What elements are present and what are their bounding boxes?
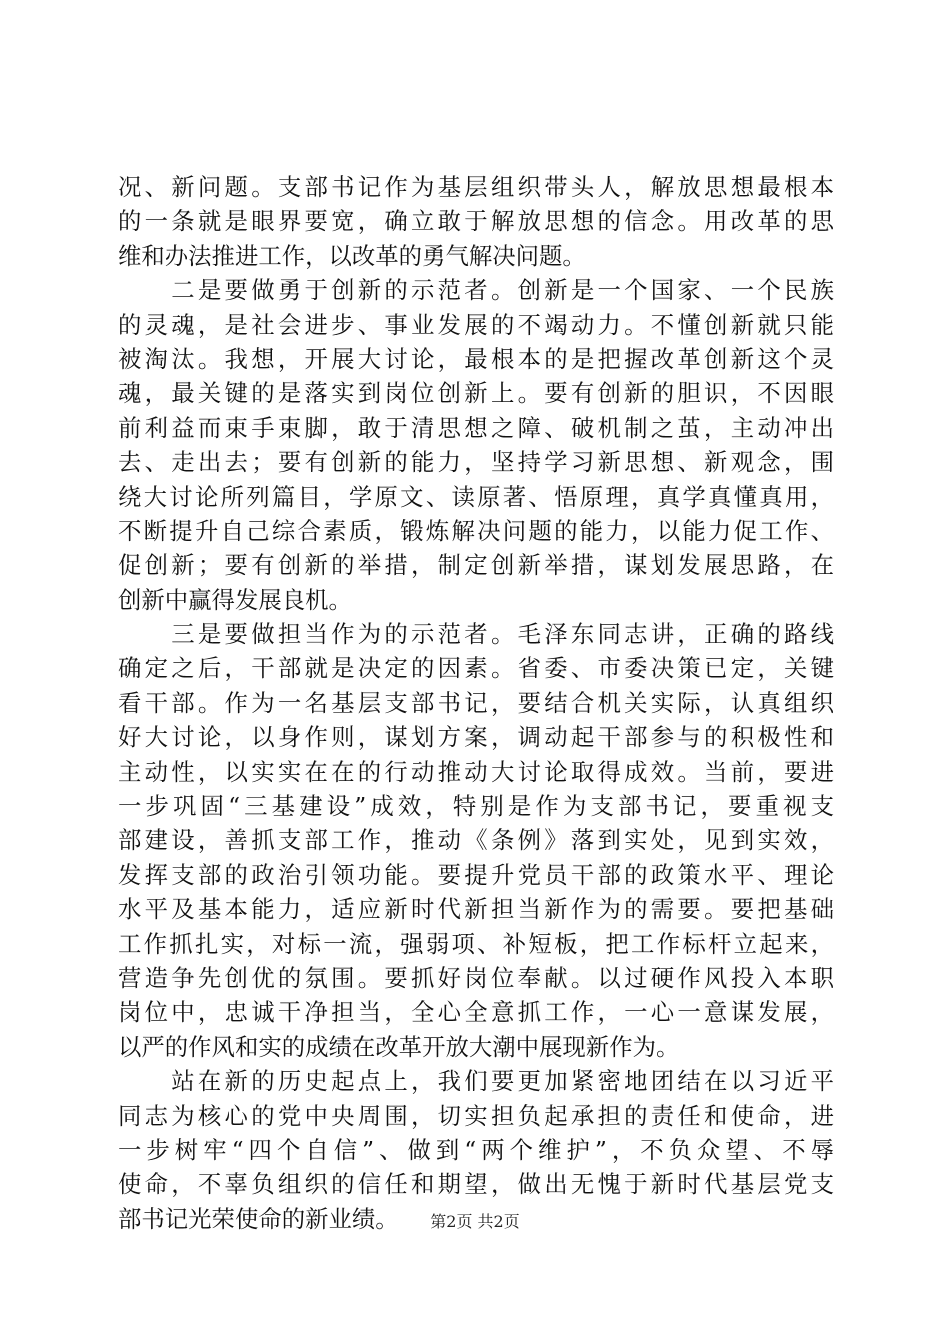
text-line: 的灵魂，是社会进步、事业发展的不竭动力。不懂创新就只能 bbox=[118, 310, 834, 339]
text-line: 二是要做勇于创新的示范者。创新是一个国家、一个民族 bbox=[118, 276, 834, 305]
text-line: 确定之后，干部就是决定的因素。省委、市委决策已定，关键 bbox=[118, 654, 834, 683]
text-line: 看干部。作为一名基层支部书记，要结合机关实际，认真组织 bbox=[118, 688, 834, 717]
text-line: 不断提升自己综合素质，锻炼解决问题的能力，以能力促工作、 bbox=[118, 516, 834, 545]
text-line: 营造争先创优的氛围。要抓好岗位奉献。以过硬作风投入本职 bbox=[118, 963, 834, 992]
text-line: 发挥支部的政治引领功能。要提升党员干部的政策水平、理论 bbox=[118, 860, 834, 889]
text-line: 使命，不辜负组织的信任和期望，做出无愧于新时代基层党支 bbox=[118, 1170, 834, 1199]
text-line: 三是要做担当作为的示范者。毛泽东同志讲，正确的路线 bbox=[118, 620, 834, 649]
text-line: 绕大讨论所列篇目，学原文、读原著、悟原理，真学真懂真用， bbox=[118, 482, 834, 511]
text-line: 一步巩固“三基建设”成效，特别是作为支部书记，要重视支 bbox=[118, 792, 834, 821]
text-line: 工作抓扎实，对标一流，强弱项、补短板，把工作标杆立起来， bbox=[118, 929, 834, 958]
text-line: 的一条就是眼界要宽，确立敢于解放思想的信念。用改革的思 bbox=[118, 207, 834, 236]
text-line: 一步树牢“四个自信”、做到“两个维护”，不负众望、不辱 bbox=[118, 1135, 834, 1164]
text-line: 主动性，以实实在在的行动推动大讨论取得成效。当前，要进 bbox=[118, 757, 834, 786]
text-line: 维和办法推进工作，以改革的勇气解决问题。 bbox=[118, 241, 586, 270]
text-line: 同志为核心的党中央周围，切实担负起承担的责任和使命，进 bbox=[118, 1101, 834, 1130]
document-body bbox=[118, 170, 834, 1236]
text-line: 部书记光荣使命的新业绩。 bbox=[118, 1204, 399, 1233]
page-number-label: 第2页 共2页 bbox=[430, 1212, 520, 1231]
text-line: 促创新；要有创新的举措，制定创新举措，谋划发展思路，在 bbox=[118, 551, 834, 580]
text-line: 去、走出去；要有创新的能力，坚持学习新思想、新观念，围 bbox=[118, 448, 834, 477]
text-line: 站在新的历史起点上，我们要更加紧密地团结在以习近平 bbox=[118, 1067, 834, 1096]
text-line: 魂，最关键的是落实到岗位创新上。要有创新的胆识，不因眼 bbox=[118, 379, 834, 408]
page-footer bbox=[0, 1212, 950, 1232]
text-line: 以严的作风和实的成绩在改革开放大潮中展现新作为。 bbox=[118, 1032, 680, 1061]
text-line: 况、新问题。支部书记作为基层组织带头人，解放思想最根本 bbox=[118, 173, 834, 201]
text-line: 前利益而束手束脚，敢于清思想之障、破机制之茧，主动冲出 bbox=[118, 413, 834, 442]
text-line: 被淘汰。我想，开展大讨论，最根本的是把握改革创新这个灵 bbox=[118, 344, 834, 373]
text-line: 部建设，善抓支部工作，推动《条例》落到实处，见到实效， bbox=[118, 826, 834, 855]
text-line: 创新中赢得发展良机。 bbox=[118, 585, 352, 614]
text-line: 岗位中，忠诚干净担当，全心全意抓工作，一心一意谋发展， bbox=[118, 998, 834, 1027]
text-line: 水平及基本能力，适应新时代新担当新作为的需要。要把基础 bbox=[118, 895, 834, 924]
text-line: 好大讨论，以身作则，谋划方案，调动起干部参与的积极性和 bbox=[118, 723, 834, 752]
